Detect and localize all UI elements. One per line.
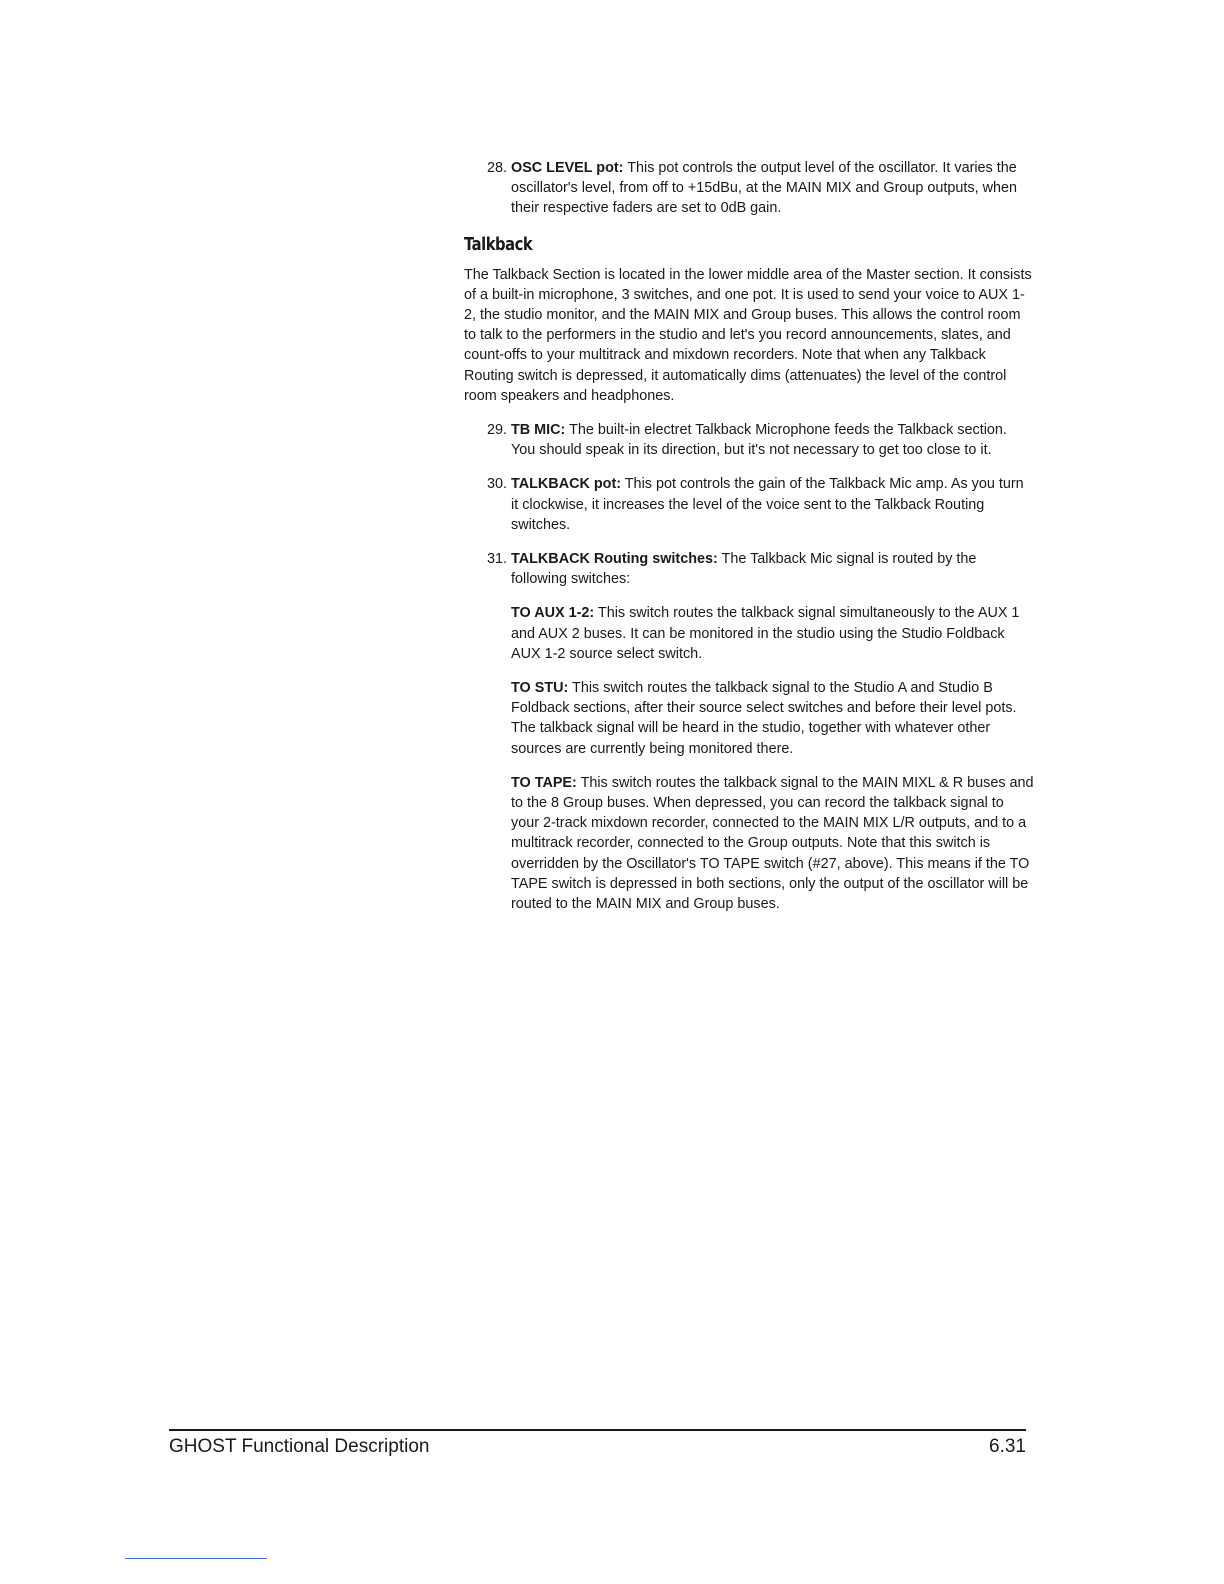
- subitem-term: TO STU:: [511, 680, 569, 697]
- item-talkback-pot: [464, 474, 1034, 535]
- subitem-text: This switch routes the talkback signal to the Studio A and Studio B Foldback sections, after their source select switches and before their level pots. The talkback signal will be heard in the studio, together with whatever other sources are currently being monitored there.: [511, 680, 1017, 757]
- item-osc-level: [464, 158, 1034, 219]
- subitem-to-stu: [464, 678, 1034, 759]
- item-term: TALKBACK Routing switches:: [511, 551, 718, 568]
- subitem-term: TO AUX 1-2:: [511, 605, 595, 622]
- link-underline: [125, 1558, 267, 1559]
- item-number: 28.: [487, 160, 508, 176]
- item-term: OSC LEVEL pot:: [511, 160, 624, 176]
- section-intro: The Talkback Section is located in the lower middle area of the Master section. It consists of a built-in microphone, 3 switches, and one pot. It is used to send your voice to AUX 1-2, the studio monitor, and the MAIN MIX and Group buses. This allows the control room to talk to the performers in the studio and let's you record announcements, slates, and count-offs to your multitrack and mixdown recorders. Note that when any Talkback Routing switch is depressed, it automatically dims (attenuates) the level of the control room speakers and headphones.: [464, 266, 1032, 404]
- subitem-term: TO TAPE:: [511, 774, 577, 791]
- subitem-text: This switch routes the talkback signal to the MAIN MIXL & R buses and to the 8 Group buses. When depressed, you can record the talkback signal to your 2-track mixdown recorder, connected to the MAIN MIX L/R outputs, and to a multitrack recorder, connected to the Group outputs. Note that this switch is overridden by the Oscillator's TO TAPE switch (#27, above). This means if the TO TAPE switch is depressed in both sections, only the output of the oscillator will be routed to the MAIN MIX and Group buses.: [511, 774, 1034, 913]
- item-number: 31.: [487, 551, 508, 568]
- item-talkback-routing: [464, 549, 1034, 589]
- item-tb-mic: [464, 420, 1034, 460]
- item-text: This pot controls the output level of the oscillator. It varies the oscillator's level, from off to +15dBu, at the MAIN MIX and Group outputs, when their respective faders are set to 0dB gain.: [511, 160, 1018, 217]
- subitem-text: This switch routes the talkback signal simultaneously to the AUX 1 and AUX 2 buses. It can be monitored in the studio using the Studio Foldback AUX 1-2 source select switch.: [511, 605, 1020, 662]
- page-number: 6.31: [989, 1436, 1026, 1457]
- footer-title: GHOST Functional Description: [169, 1436, 430, 1457]
- section-heading: Talkback: [464, 233, 533, 255]
- subitem-to-aux: [464, 603, 1034, 664]
- item-text: The Talkback Mic signal is routed by the following switches:: [511, 551, 977, 588]
- document-body: [464, 158, 1034, 928]
- item-number: 29.: [487, 422, 508, 439]
- subitem-to-tape: [464, 773, 1034, 914]
- item-term: TB MIC:: [511, 422, 566, 439]
- item-term: TALKBACK pot:: [511, 476, 622, 493]
- footer-divider: [169, 1429, 1026, 1431]
- item-number: 30.: [487, 476, 508, 493]
- item-text: The built-in electret Talkback Microphone feeds the Talkback section. You should speak in its direction, but it's not necessary to get too close to it.: [511, 422, 1007, 459]
- item-text: This pot controls the gain of the Talkback Mic amp. As you turn it clockwise, it increases the level of the voice sent to the Talkback Routing switches.: [511, 476, 1024, 533]
